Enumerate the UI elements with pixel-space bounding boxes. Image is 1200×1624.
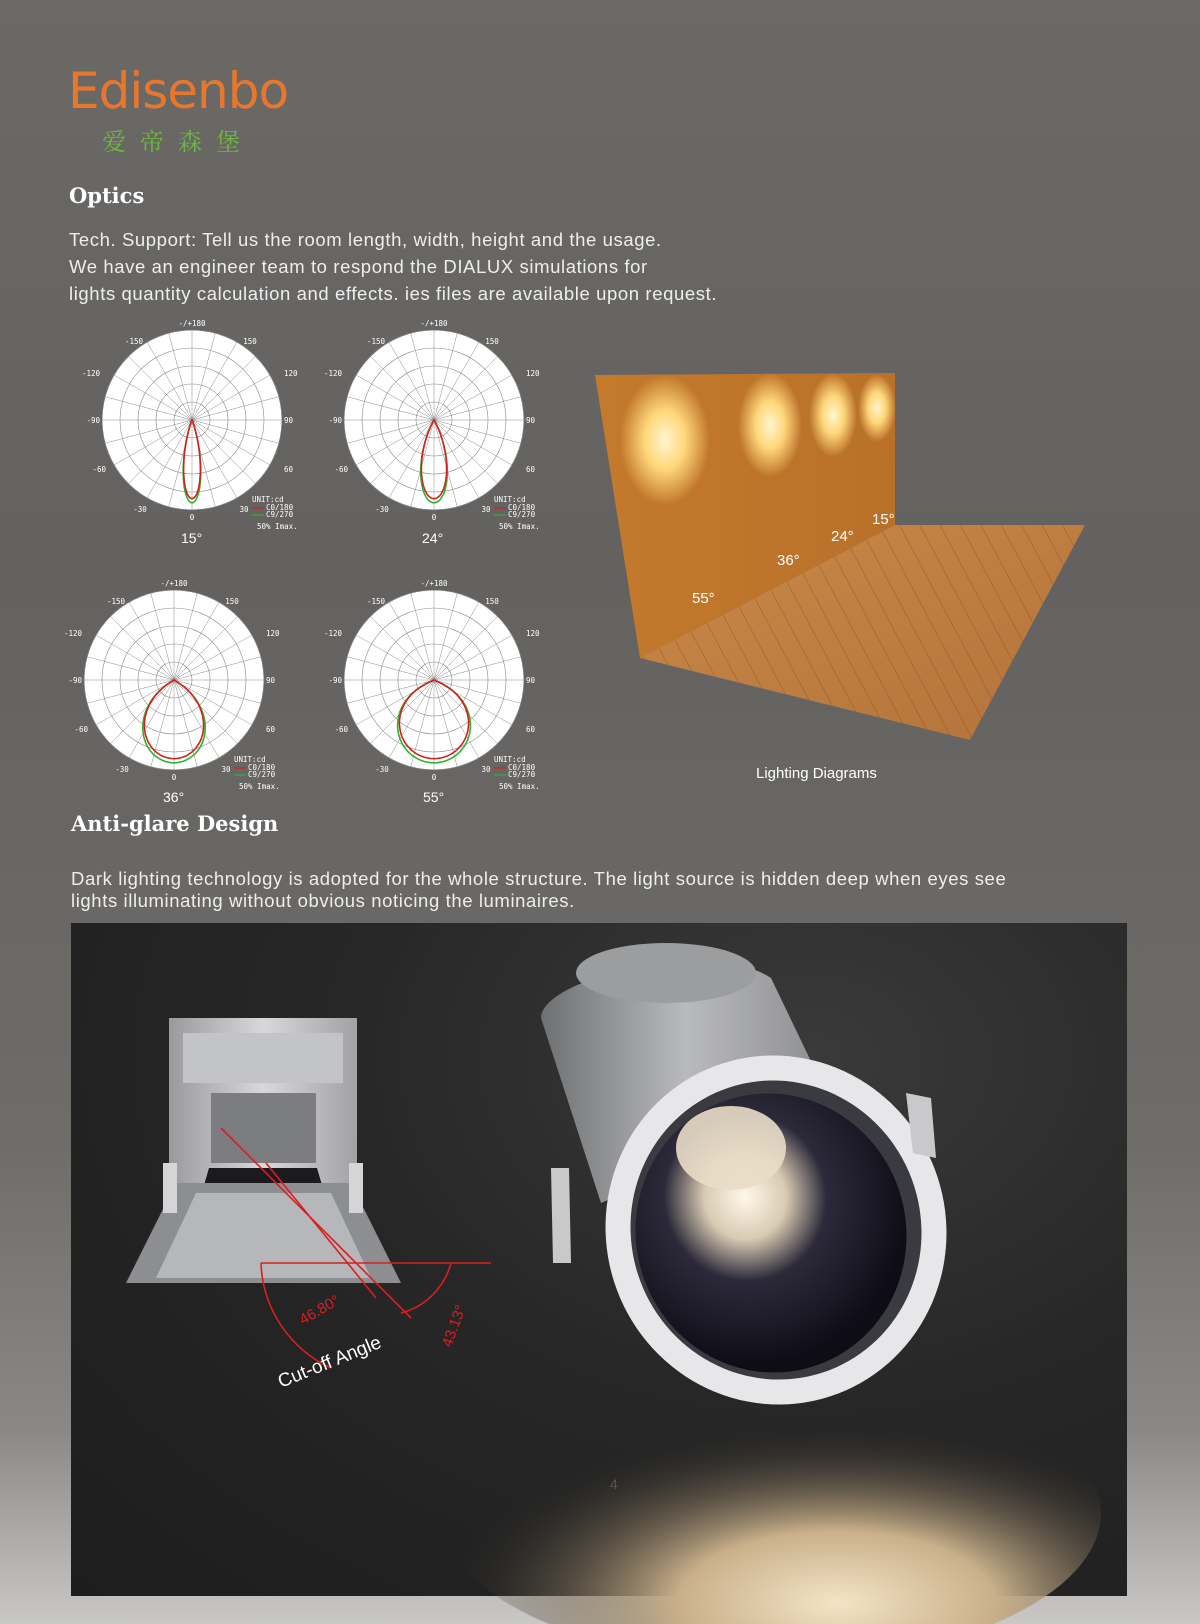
- polar-3-tick-l150: -150: [366, 597, 386, 606]
- polar-2-tick-top: -/+180: [160, 579, 188, 588]
- polar-2-tick-l150: -150: [106, 597, 126, 606]
- polar-2-imax: 50% Imax.: [239, 782, 280, 791]
- product-photo-panel: [71, 923, 1127, 1596]
- optics-heading: Optics: [69, 183, 145, 208]
- optics-line-1: Tech. Support: Tell us the room length, width, height and the usage.: [69, 229, 662, 250]
- polar-beam-label-36: 36°: [163, 789, 185, 805]
- luminaire-cross-section: [126, 1018, 401, 1283]
- polar-3-imax: 50% Imax.: [499, 782, 540, 791]
- polar-0-tick-l150: -150: [124, 337, 144, 346]
- polar-3-legend-c0: C0/180: [508, 763, 536, 772]
- polar-0-tick-r30: 30: [239, 505, 249, 514]
- polar-2-tick-r120: 120: [266, 629, 280, 638]
- polar-3-tick-top: -/+180: [420, 579, 448, 588]
- lighting-diagrams-caption: Lighting Diagrams: [756, 765, 877, 782]
- page-number: 4: [610, 1476, 618, 1492]
- polar-charts-group: [63, 318, 560, 808]
- polar-3-tick-r60: 60: [526, 725, 536, 734]
- polar-3-tick-l90: -90: [328, 676, 342, 685]
- room-lighting-diagram: [595, 375, 1100, 745]
- brand-logo-text: Edisenbo: [68, 62, 289, 120]
- polar-2-tick-l90: -90: [68, 676, 82, 685]
- polar-1-legend-c90: C9/270: [508, 510, 536, 519]
- polar-3-legend-c90: C9/270: [508, 770, 536, 779]
- room-angle-36: 36°: [777, 552, 800, 569]
- antiglare-heading: Anti-glare Design: [71, 811, 279, 836]
- polar-2-legend-c0: C0/180: [248, 763, 276, 772]
- polar-3-unit: UNIT:cd: [494, 755, 526, 764]
- brand-logo-chinese: 爱帝森堡: [102, 128, 254, 156]
- polar-1-tick-l90: -90: [328, 416, 342, 425]
- polar-0-tick-r150: 150: [243, 337, 257, 346]
- polar-1-tick-l30: -30: [375, 505, 389, 514]
- antiglare-line-2: lights illuminating without obvious noticing the luminaires.: [71, 890, 575, 911]
- polar-0-tick-l30: -30: [133, 505, 147, 514]
- polar-0-tick-top: -/+180: [178, 319, 206, 328]
- polar-2-tick-r90: 90: [266, 676, 276, 685]
- room-angle-24: 24°: [831, 528, 854, 545]
- polar-2-legend-c90: C9/270: [248, 770, 276, 779]
- polar-3-tick-r150: 150: [485, 597, 499, 606]
- angle-label-b: 43.13°: [438, 1302, 470, 1350]
- polar-2-tick-l60: -60: [74, 725, 88, 734]
- polar-3-tick-l30: -30: [375, 765, 389, 774]
- polar-0-tick-l60: -60: [92, 465, 106, 474]
- room-angle-55: 55°: [692, 590, 715, 607]
- polar-1-tick-r30: 30: [481, 505, 491, 514]
- polar-0-tick-l120: -120: [81, 369, 100, 378]
- polar-1-tick-r90: 90: [526, 416, 536, 425]
- cutoff-angle-label: Cut-off Angle: [275, 1332, 385, 1393]
- polar-0-tick-r90: 90: [284, 416, 294, 425]
- polar-1-imax: 50% Imax.: [499, 522, 540, 531]
- polar-3-tick-r90: 90: [526, 676, 536, 685]
- light-spot-24: [809, 373, 857, 457]
- polar-1-unit: UNIT:cd: [494, 495, 526, 504]
- optics-line-2: We have an engineer team to respond the DIALUX simulations for: [69, 256, 648, 277]
- polar-1-tick-r150: 150: [485, 337, 499, 346]
- polar-0-legend-c90: C9/270: [266, 510, 294, 519]
- polar-3-tick-l60: -60: [334, 725, 348, 734]
- polar-2-tick-r150: 150: [225, 597, 239, 606]
- polar-beam-label-24: 24°: [422, 530, 444, 546]
- polar-2-unit: UNIT:cd: [234, 755, 266, 764]
- polar-2-tick-l120: -120: [63, 629, 82, 638]
- polar-1-tick-top: -/+180: [420, 319, 448, 328]
- polar-0-tick-bottom: 0: [189, 513, 195, 522]
- downlight-render: [541, 943, 992, 1449]
- light-spot-55: [620, 375, 710, 505]
- polar-0-tick-l90: -90: [86, 416, 100, 425]
- polar-1-tick-r120: 120: [526, 369, 540, 378]
- polar-3-tick-l120: -120: [323, 629, 342, 638]
- product-illustration: [71, 923, 1127, 1596]
- polar-1-tick-l60: -60: [334, 465, 348, 474]
- polar-0-imax: 50% Imax.: [257, 522, 298, 531]
- polar-3-tick-r120: 120: [526, 629, 540, 638]
- polar-1-tick-l120: -120: [323, 369, 342, 378]
- polar-0-tick-r60: 60: [284, 465, 294, 474]
- light-spot-36: [738, 373, 802, 477]
- polar-3-tick-bottom: 0: [431, 773, 437, 782]
- polar-1-legend-c0: C0/180: [508, 503, 536, 512]
- polar-beam-label-55: 55°: [423, 789, 445, 805]
- polar-2-tick-l30: -30: [115, 765, 129, 774]
- polar-0-unit: UNIT:cd: [252, 495, 284, 504]
- polar-2-tick-bottom: 0: [171, 773, 177, 782]
- polar-3-tick-r30: 30: [481, 765, 491, 774]
- antiglare-line-1: Dark lighting technology is adopted for the whole structure. The light source is hidden deep when eyes see: [71, 868, 1007, 889]
- angle-label-a: 46.80°: [296, 1291, 343, 1329]
- antiglare-description: [71, 868, 1151, 912]
- polar-1-tick-r60: 60: [526, 465, 536, 474]
- polar-0-tick-r120: 120: [284, 369, 298, 378]
- light-spot-15: [858, 374, 896, 442]
- optics-line-3: lights quantity calculation and effects. ies files are available upon request.: [69, 283, 718, 304]
- polar-2-tick-r30: 30: [221, 765, 231, 774]
- polar-2-tick-r60: 60: [266, 725, 276, 734]
- room-angle-15: 15°: [872, 511, 895, 528]
- optics-description: [69, 226, 869, 307]
- polar-1-tick-l150: -150: [366, 337, 386, 346]
- polar-0-legend-c0: C0/180: [266, 503, 294, 512]
- polar-beam-label-15: 15°: [181, 530, 203, 546]
- polar-1-tick-bottom: 0: [431, 513, 437, 522]
